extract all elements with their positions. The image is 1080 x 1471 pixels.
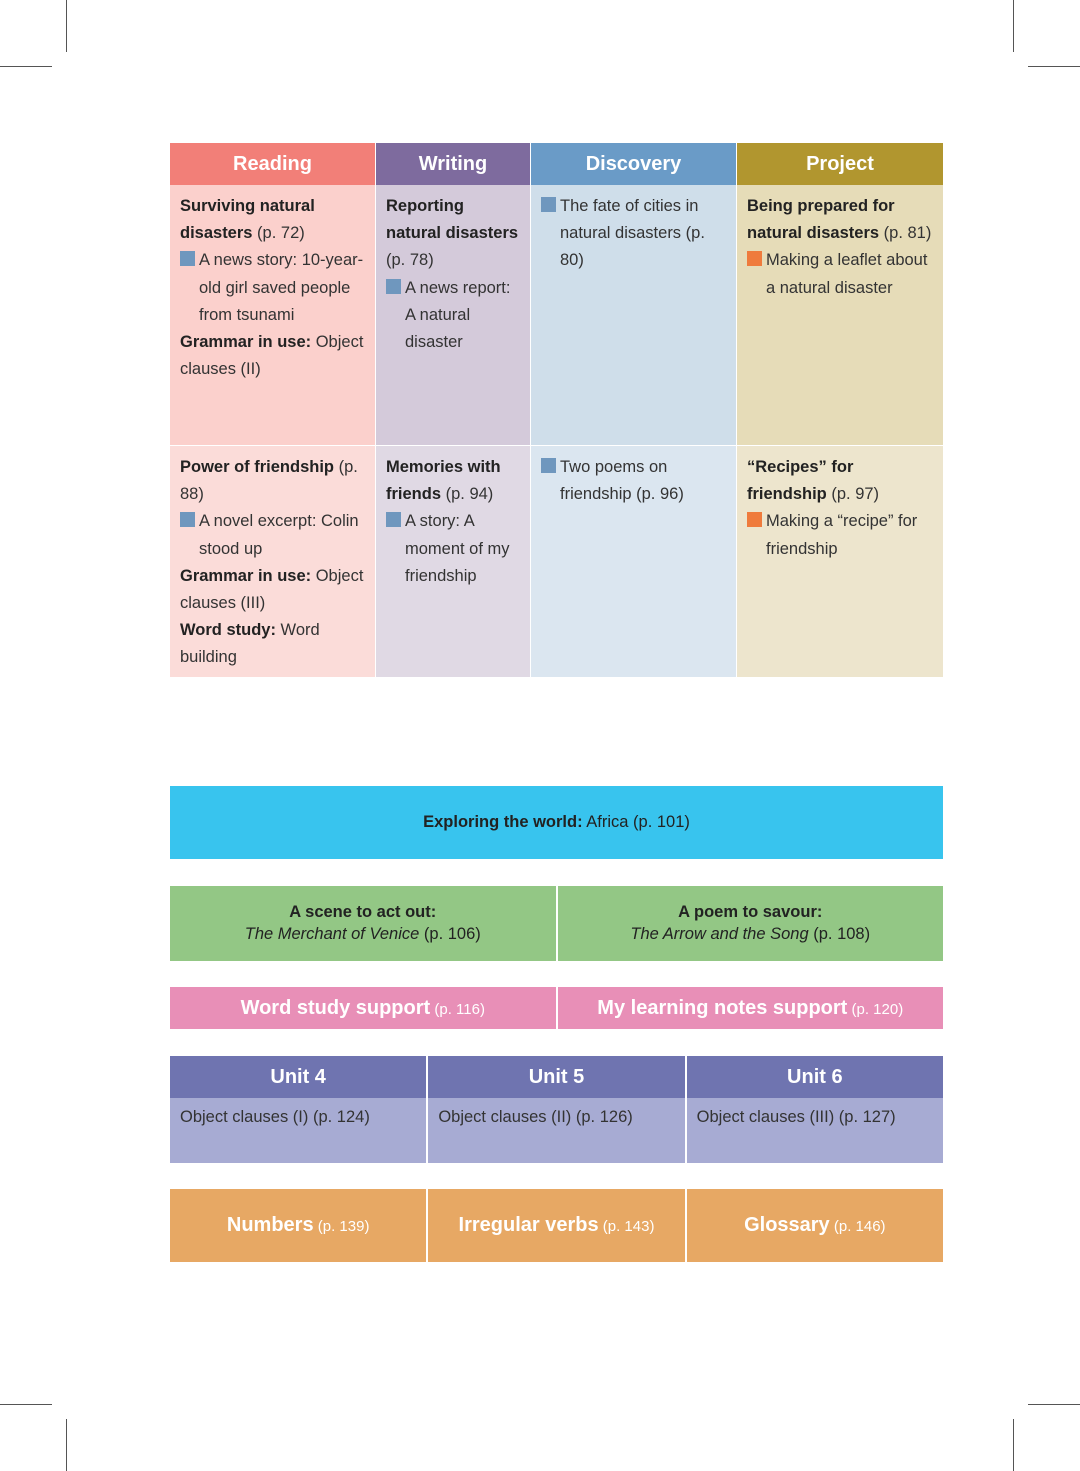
appendix-row	[170, 1189, 943, 1262]
poem-label: A poem to savour:	[678, 903, 823, 921]
crop-mark	[0, 1404, 52, 1405]
text-item: Two poems on friendship (p. 96)	[560, 458, 684, 504]
discovery-column	[531, 143, 737, 677]
text-type-marker-icon	[180, 512, 195, 527]
lesson-title: Power of friendship	[180, 458, 335, 476]
text-type-marker-icon	[541, 458, 556, 473]
text-item: A news report: A natural disaster	[405, 278, 511, 352]
reading-cell-1[interactable]	[170, 185, 376, 445]
text-type-marker-icon	[386, 279, 401, 294]
page-ref: (p. 78)	[386, 251, 434, 270]
page-ref: (p. 139)	[313, 1218, 370, 1235]
page-ref: (p. 120)	[847, 1001, 904, 1018]
unit-text: Object clauses (III) (p. 127)	[696, 1108, 896, 1126]
lesson-title: Surviving natural disasters	[180, 197, 315, 243]
page-ref: (p. 106)	[419, 925, 481, 943]
unit-5[interactable]	[426, 1056, 684, 1163]
unit-title: Unit 4	[170, 1056, 426, 1098]
page-ref: (p. 88)	[180, 458, 358, 504]
writing-cell-2[interactable]	[376, 445, 531, 677]
scene-to-act-out[interactable]	[170, 886, 556, 961]
unit-title: Unit 6	[687, 1056, 943, 1098]
lesson-title: Being prepared for natural disasters	[747, 197, 895, 243]
project-marker-icon	[747, 251, 762, 266]
crop-mark	[66, 0, 67, 52]
units-grammar-row	[170, 1056, 943, 1163]
lesson-title: Memories with friends	[386, 458, 501, 504]
text-item: The fate of cities in natural disasters (p. 80)	[560, 197, 705, 270]
appendix-label: Irregular verbs	[458, 1214, 599, 1236]
unit-text: Object clauses (I) (p. 124)	[180, 1108, 370, 1126]
support-row	[170, 987, 943, 1029]
unit-title: Unit 5	[428, 1056, 684, 1098]
crop-mark	[66, 1419, 67, 1471]
writing-column	[376, 143, 531, 677]
grammar-text: Object clauses (II)	[180, 333, 364, 379]
word-study-support[interactable]	[170, 987, 556, 1029]
text-type-marker-icon	[180, 251, 195, 266]
appendix-label: Glossary	[744, 1214, 830, 1236]
reading-column	[170, 143, 376, 677]
exploring-world-band[interactable]	[170, 786, 943, 859]
text-type-marker-icon	[386, 512, 401, 527]
text-type-marker-icon	[541, 197, 556, 212]
page-ref: (p. 116)	[430, 1001, 485, 1018]
grammar-label: Grammar in use:	[180, 333, 312, 352]
unit-text: Object clauses (II) (p. 126)	[438, 1108, 633, 1126]
work-title: The Merchant of Venice	[244, 925, 420, 943]
page-ref: (p. 108)	[808, 925, 871, 943]
poem-to-savour[interactable]	[556, 886, 944, 961]
unit-6[interactable]	[685, 1056, 943, 1163]
page-ref: (p. 97)	[826, 485, 880, 504]
project-column	[737, 143, 943, 677]
grammar-label: Grammar in use:	[180, 566, 312, 585]
crop-mark	[1013, 1419, 1014, 1471]
contents-table	[170, 143, 943, 677]
numbers-appendix[interactable]	[170, 1189, 426, 1262]
crop-mark	[1028, 1404, 1080, 1405]
project-cell-2[interactable]	[737, 445, 943, 677]
reading-header: Reading	[170, 143, 376, 185]
page-ref: (p. 72)	[252, 224, 305, 243]
page-ref: (p. 94)	[441, 485, 494, 504]
explore-label: Exploring the world:	[423, 813, 583, 831]
grammar-text: Object clauses (III)	[180, 566, 364, 613]
page-ref: (p. 143)	[598, 1218, 655, 1235]
lesson-title: “Recipes” for friendship	[747, 458, 854, 504]
crop-mark	[1013, 0, 1014, 52]
appendix-label: Numbers	[226, 1214, 314, 1236]
text-item: Making a leaflet about a natural disaster	[766, 251, 928, 297]
lesson-title: Reporting natural disasters	[386, 197, 519, 243]
crop-mark	[1028, 66, 1080, 67]
work-title: The Arrow and the Song	[630, 925, 809, 943]
discovery-cell-1[interactable]	[531, 185, 737, 445]
learning-notes-support[interactable]	[556, 987, 944, 1029]
text-item: A news story: 10-year-old girl saved people from tsunami	[199, 251, 364, 324]
support-label: Word study support	[240, 997, 431, 1019]
writing-header: Writing	[376, 143, 531, 185]
word-study-text: Word building	[180, 621, 320, 667]
text-item: A story: A moment of my friendship	[405, 512, 510, 585]
project-header: Project	[737, 143, 943, 185]
writing-cell-1[interactable]	[376, 185, 531, 445]
support-label: My learning notes support	[597, 997, 848, 1019]
page-ref: (p. 81)	[879, 224, 932, 243]
crop-mark	[0, 66, 52, 67]
explore-text: Africa (p. 101)	[582, 813, 690, 831]
unit-4[interactable]	[170, 1056, 426, 1163]
project-marker-icon	[747, 512, 762, 527]
reading-cell-2[interactable]	[170, 445, 376, 677]
project-cell-1[interactable]	[737, 185, 943, 445]
discovery-cell-2[interactable]	[531, 445, 737, 677]
literature-row	[170, 886, 943, 961]
page-ref: (p. 146)	[829, 1218, 886, 1235]
text-item: A novel excerpt: Colin stood up	[199, 512, 359, 558]
irregular-verbs-appendix[interactable]	[426, 1189, 684, 1262]
word-study-label: Word study:	[180, 621, 276, 640]
glossary-appendix[interactable]	[685, 1189, 943, 1262]
text-item: Making a “recipe” for friendship	[766, 512, 918, 558]
discovery-header: Discovery	[531, 143, 737, 185]
scene-label: A scene to act out:	[289, 903, 437, 921]
